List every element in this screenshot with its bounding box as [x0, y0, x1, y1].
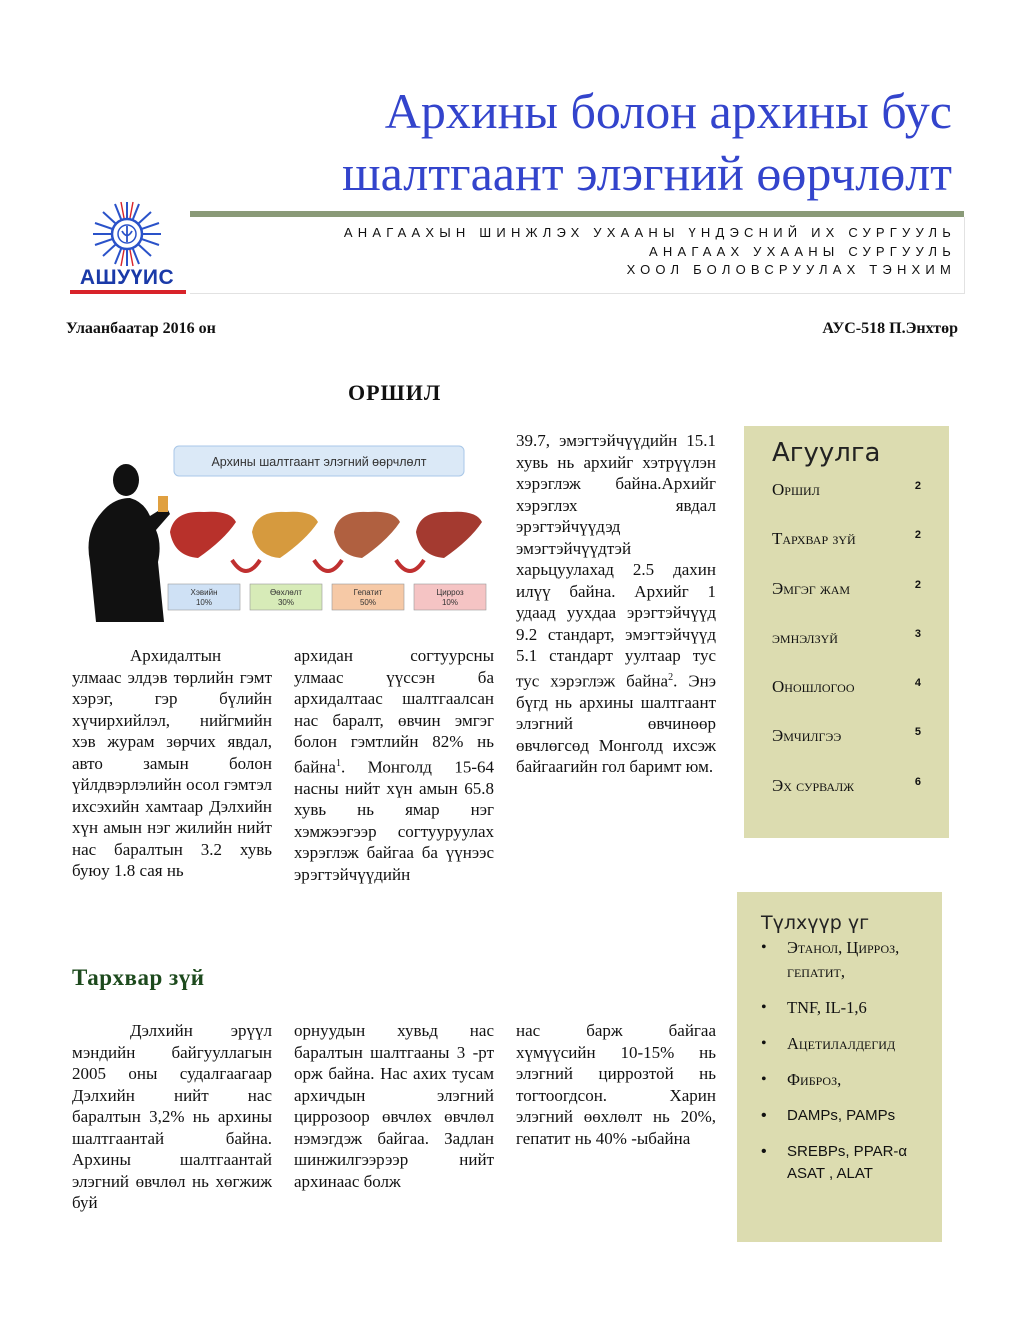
toc-item-label: Оношлогоо [772, 677, 855, 697]
toc-item-page: 2 [914, 529, 921, 542]
stage-label: Цирроз [436, 588, 464, 597]
toc-item-label: Тархвар зүй [772, 529, 856, 549]
intro-column-3-text-a: 39.7, эмэгтэйчүүдийн 15.1 хувь нь архийг хэтрүүлэн хэрэглэж байна.Архийг хэрэглэх явдал эрэгтэйчүүдэд эмэгтэйчүүдтэй харьцуулахад 2.5 дахин илүү байна. Архийг 1 удаад уухдаа эрэгтэйчүүд 9.2 стандарт, эмэгтэйчүүд 5.1 стандарт уултаар тус тус хэрэглэж байна [516, 431, 716, 691]
liver-icon [252, 512, 318, 558]
progression-arrow-icon [396, 560, 424, 571]
toc-item-page: 2 [914, 578, 921, 591]
progression-arrow-icon [232, 560, 260, 571]
stage-label: Хэвийн [190, 588, 218, 597]
author: АУС-518 П.Энхтөр [822, 320, 958, 337]
stage-value: 10% [441, 598, 459, 607]
liver-stages-figure [66, 432, 494, 622]
toc-item[interactable] [772, 726, 931, 775]
university-logo [64, 200, 190, 296]
keyword-item: • TNF, IL-1,6 [761, 996, 934, 1020]
intro-column-3-text-b: . Энэ бүгд нь архины шалтгаант элэгний өвчинөөр өвчлөгсөд Монголд ихсэж байгаагийн гол баримт юм. [516, 671, 716, 777]
institution-block [190, 217, 965, 294]
stage-label: Өөхлөлт [269, 588, 303, 597]
keyword-item: • Ацетилалдегид [761, 1032, 934, 1056]
toc-item-page: 6 [914, 775, 921, 788]
epidemiology-column-1: Дэлхийн эрүүл мэндийн байгууллагын 2005 оны судалгаагаар Дэлхийн нийт нас баралтын 3,2% нь архины шалтгаантай байна. Архины шалтгаантай элэгний өвчлөл нь хөгжиж буй [72, 1021, 272, 1212]
keywords-title: Түлхүүр үг [761, 912, 870, 934]
toc-item[interactable] [772, 628, 931, 677]
liver-stages [170, 512, 482, 571]
stage-value: 30% [277, 598, 295, 607]
epidemiology-column-3: нас барж байгаа хүмүүсийн 10-15% нь элэгний циррозтой нь тогтоогдсон. Харин элэгний өөхлөлт нь 20%, гепатит нь 40% -ыбайна [516, 1021, 716, 1148]
keyword-item: ASAT , ALAT [787, 1165, 873, 1182]
toc-item[interactable] [772, 579, 931, 628]
toc-item-label: Оршил [772, 480, 820, 499]
progression-arrow-icon [314, 560, 342, 571]
epidemiology-heading: Тархвар зүй [72, 965, 205, 990]
title-line-1: Архины болон архины бус [384, 83, 952, 139]
stage-value: 50% [359, 598, 377, 607]
toc-item-label: Эмгэг жам [772, 578, 851, 598]
keywords-list [761, 936, 934, 1186]
logo-text: АШУҮИС [79, 266, 175, 289]
toc-item-page: 2 [914, 480, 921, 492]
stage-label: Гепатит [353, 588, 383, 597]
table-of-contents [744, 426, 949, 838]
toc-item-page: 3 [914, 627, 921, 640]
liver-icon [416, 512, 482, 558]
logo-emblem-icon [64, 200, 190, 270]
intro-column-3 [516, 430, 716, 778]
keyword-item: • SREBPs, PPAR-α [761, 1140, 934, 1164]
toc-title: Агуулга [772, 438, 881, 468]
epidemiology-column-2: орнуудын хувьд нас баралтын шалтгааны 3 -рт орж байна. Нас ахих тусам архичдын элэгний циррозоор өвчлөх өвчлөл нэмэгдэж байгаа. Задлан шинжилгээрээр нийт архинаас болж [294, 1021, 494, 1191]
institution-line-1: АНАГААХЫН ШИНЖЛЭХ УХААНЫ ҮНДЭСНИЙ ИХ СУРГУУЛЬ [343, 225, 956, 240]
stage-value: 10% [195, 598, 213, 607]
stage-labels [168, 584, 486, 610]
toc-item-label: Эх сурвалж [772, 775, 854, 795]
toc-item-page: 4 [914, 677, 921, 690]
keywords-box [737, 892, 942, 1242]
figure-banner-text: Архины шалтгаант элэгний өөрчлөлт [211, 455, 427, 469]
toc-item[interactable] [772, 529, 931, 578]
toc-item[interactable] [772, 480, 931, 529]
toc-list [772, 480, 931, 825]
toc-item[interactable] [772, 776, 931, 825]
intro-column-1: Архидалтын улмаас элдэв төрлийн гэмт хэрэг, гэр бүлийн хүчирхийлэл, нийгмийн хэв журам зөрчих явдал, авто замын болон үйлдвэрлэлийн осол гэмтэл ихсэхийн хамтаар Дэлхийн хүн амын нэг жилийн нийт нас баралтын 3.2 хувь буюу 1.8 сая нь [72, 646, 272, 880]
toc-item-label: эмнэлзүй [772, 627, 838, 647]
toc-item[interactable] [772, 677, 931, 726]
city-year: Улаанбаатар 2016 он [66, 320, 216, 337]
document-title [200, 80, 952, 204]
keyword-item: • Фиброз, [761, 1068, 934, 1092]
title-line-2: шалтгаант элэгний өөрчлөлт [342, 145, 952, 201]
keyword-item: • DAMPs, PAMPs [761, 1104, 934, 1128]
footnote-1: 1 [335, 757, 341, 769]
logo-underline [70, 290, 186, 294]
liver-icon [334, 512, 400, 558]
keyword-item: • Этанол, Цирроз, гепатит, [761, 936, 934, 984]
institution-line-2: АНАГААХ УХААНЫ СУРГУУЛЬ [649, 244, 956, 259]
intro-column-2-text-a: архидан согтуурсны улмаас үүссэн ба архидалтаас шалтгаалсан нас баралт, өвчин эмгэг болон гэмтлийн 82% нь байна [294, 646, 494, 777]
toc-item-label: Эмчилгээ [772, 726, 842, 746]
institution-line-3: ХООЛ БОЛОВСРУУЛАХ ТЭНХИМ [626, 262, 956, 277]
intro-column-2 [294, 645, 494, 885]
drinking-person-icon [89, 464, 171, 622]
footnote-2: 2 [668, 671, 674, 683]
intro-heading: ОРШИЛ [348, 380, 442, 405]
toc-item-page: 5 [914, 726, 921, 739]
liver-icon [170, 512, 236, 558]
intro-column-2-text-b: . Монголд 15-64 насны нийт хүн амын 65.8 хувь нь ямар нэг хэмжээгээр согтууруулах хэрэглэж байгаа ба үүнээс эрэгтэйчүүдийн [294, 757, 494, 884]
